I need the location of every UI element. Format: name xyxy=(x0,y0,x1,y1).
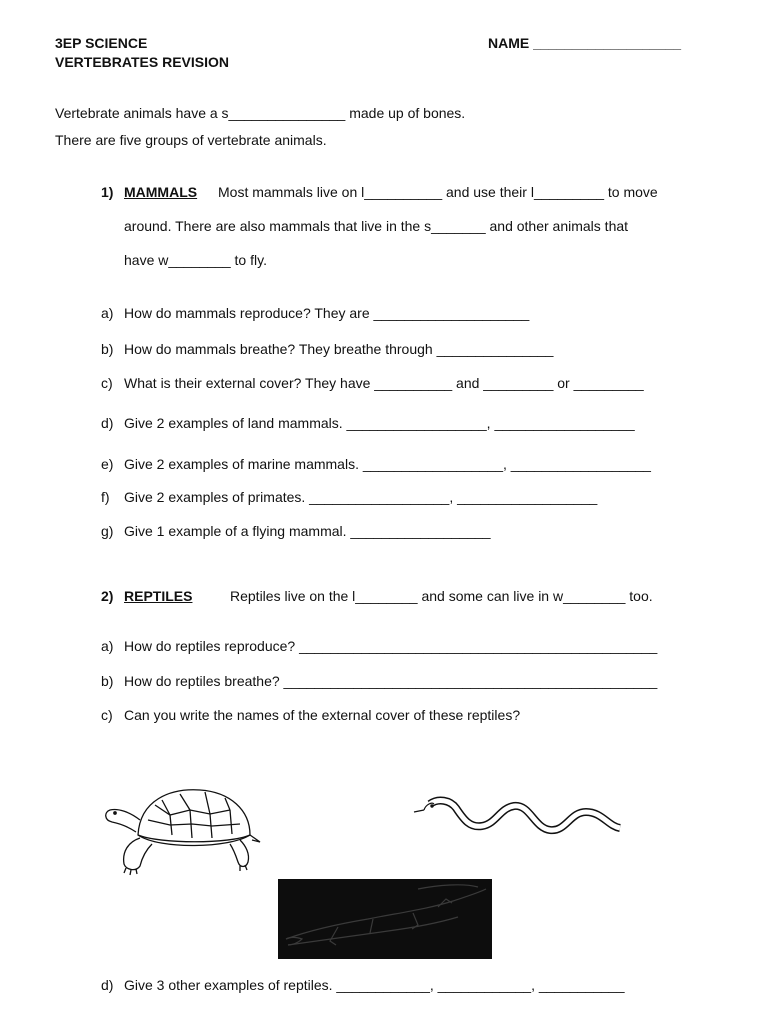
question-letter: b) xyxy=(101,341,114,357)
question-letter: g) xyxy=(101,523,114,539)
section-heading-mammals: MAMMALS xyxy=(124,184,198,200)
question-text: Give 2 examples of marine mammals. __________________, __________________ xyxy=(124,456,651,472)
question-letter: f) xyxy=(101,489,110,505)
question-text: Give 3 other examples of reptiles. ____________, ____________, ___________ xyxy=(124,977,625,993)
question-letter: a) xyxy=(101,305,114,321)
question-letter: e) xyxy=(101,456,114,472)
question-letter: a) xyxy=(101,638,114,654)
question-text: How do mammals reproduce? They are ____________________ xyxy=(124,305,530,321)
question-letter: d) xyxy=(101,977,114,993)
question-text: How do reptiles reproduce? ______________________________________________ xyxy=(124,638,658,654)
crocodile-photo xyxy=(278,879,492,959)
reptiles-line-1: Reptiles live on the l________ and some can live in w________ too. xyxy=(230,588,653,604)
question-letter: c) xyxy=(101,375,113,391)
mammals-line-1: Most mammals live on l__________ and use their l_________ to move xyxy=(218,184,658,200)
tortoise-drawing xyxy=(100,780,272,880)
name-field: NAME ___________________ xyxy=(488,35,682,51)
question-text: Give 2 examples of primates. __________________, __________________ xyxy=(124,489,598,505)
section-number-reptiles: 2) xyxy=(101,588,114,604)
page-title: VERTEBRATES REVISION xyxy=(55,54,229,70)
question-text: What is their external cover? They have __________ and _________ or _________ xyxy=(124,375,644,391)
question-letter: b) xyxy=(101,673,114,689)
mammals-line-2: around. There are also mammals that live in the s_______ and other animals that xyxy=(124,218,629,234)
question-text: Give 1 example of a flying mammal. __________________ xyxy=(124,523,491,539)
question-text: Give 2 examples of land mammals. __________________, __________________ xyxy=(124,415,635,431)
subject-title: 3EP SCIENCE xyxy=(55,35,148,51)
question-letter: c) xyxy=(101,707,113,723)
intro-line-1: Vertebrate animals have a s_______________ made up of bones. xyxy=(55,105,466,121)
question-letter: d) xyxy=(101,415,114,431)
mammals-line-3: have w________ to fly. xyxy=(124,252,267,268)
question-text: How do reptiles breathe? ________________________________________________ xyxy=(124,673,658,689)
snake-drawing xyxy=(410,790,625,845)
intro-line-2: There are five groups of vertebrate animals. xyxy=(55,132,327,148)
section-number-mammals: 1) xyxy=(101,184,114,200)
section-heading-reptiles: REPTILES xyxy=(124,588,193,604)
question-text: How do mammals breathe? They breathe through _______________ xyxy=(124,341,554,357)
question-text: Can you write the names of the external cover of these reptiles? xyxy=(124,707,521,723)
